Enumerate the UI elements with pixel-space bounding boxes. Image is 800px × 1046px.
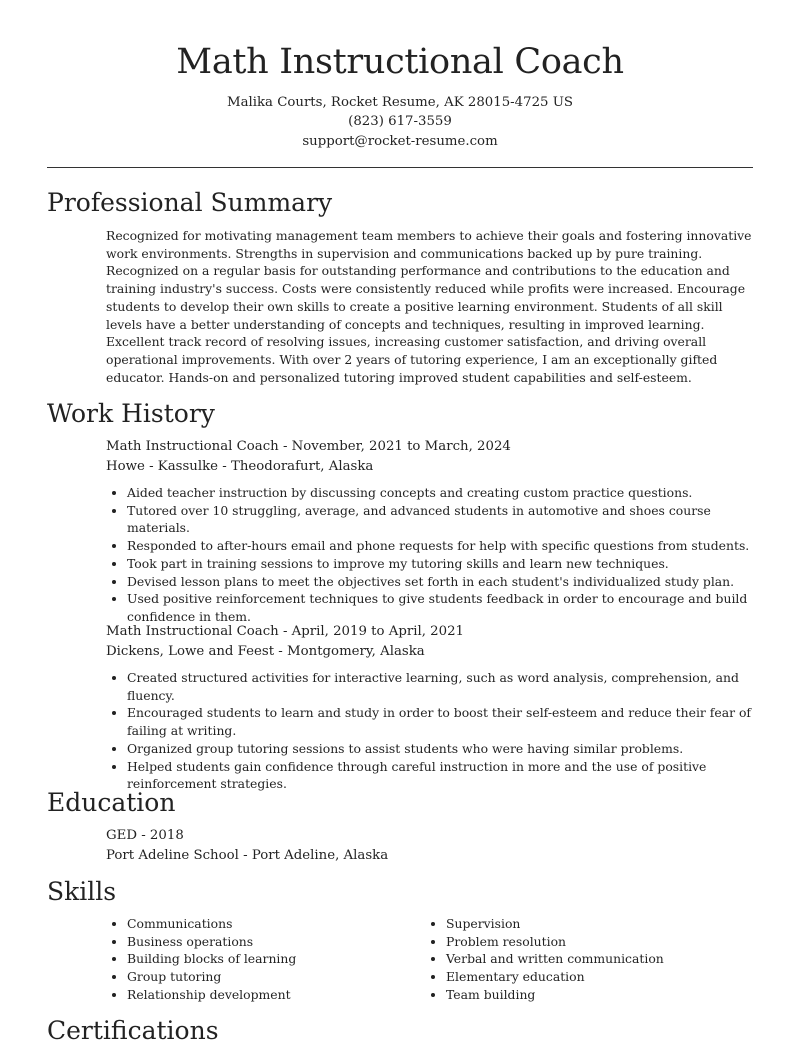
section-title-summary: Professional Summary <box>47 188 333 217</box>
skill-item: • Problem resolution <box>446 933 746 951</box>
job-bullet: • Used positive reinforcement techniques to give students feedback in order to encourage and build confidence in them. <box>127 590 756 625</box>
skill-item: • Supervision <box>446 915 746 933</box>
section-title-education: Education <box>47 788 176 817</box>
job-bullet: • Took part in training sessions to improve my tutoring skills and learn new techniques. <box>127 555 756 573</box>
job-bullet: • Aided teacher instruction by discussing concepts and creating custom practice questions. <box>127 484 756 502</box>
skill-item: • Relationship development <box>127 986 425 1004</box>
job-entry <box>106 622 756 793</box>
skills-column <box>106 915 425 1004</box>
section-title-certifications: Certifications <box>47 1016 219 1045</box>
contact-info <box>0 93 800 151</box>
section-title-skills: Skills <box>47 877 117 906</box>
job-bullet: • Devised lesson plans to meet the objectives set forth in each student's individualized study plan. <box>127 573 756 591</box>
skill-item: • Group tutoring <box>127 968 425 986</box>
job-title: Math Instructional Coach - November, 2021 to March, 2024 <box>106 439 511 454</box>
education-school: Port Adeline School - Port Adeline, Alaska <box>106 847 389 863</box>
job-bullet: • Organized group tutoring sessions to assist students who were having similar problems. <box>127 740 756 758</box>
skill-item: • Elementary education <box>446 968 746 986</box>
skill-item: • Team building <box>446 986 746 1004</box>
resume-header <box>0 0 800 151</box>
skill-item: • Building blocks of learning <box>127 950 425 968</box>
skill-item: • Communications <box>127 915 425 933</box>
skills-column <box>425 915 746 1004</box>
job-bullet: • Created structured activities for interactive learning, such as word analysis, comprehension, and fluency. <box>127 669 756 704</box>
job-bullets <box>106 669 756 793</box>
job-entry <box>106 437 756 626</box>
header-divider <box>47 167 753 168</box>
job-bullet: • Helped students gain confidence through careful instruction in more and the use of positive reinforcement strategies. <box>127 758 756 793</box>
job-title: Math Instructional Coach - April, 2019 to April, 2021 <box>106 624 465 639</box>
job-org: Dickens, Lowe and Feest - Montgomery, Alaska <box>106 643 425 659</box>
contact-email: support@rocket-resume.com <box>302 133 498 149</box>
contact-phone: (823) 617-3559 <box>348 114 452 130</box>
job-org: Howe - Kassulke - Theodorafurt, Alaska <box>106 458 374 474</box>
contact-address: Malika Courts, Rocket Resume, AK 28015-4725 US <box>226 95 574 110</box>
skill-item: • Verbal and written communication <box>446 950 746 968</box>
education-entry <box>106 826 388 865</box>
job-bullet: • Responded to after-hours email and phone requests for help with specific questions from students. <box>127 537 756 555</box>
skill-item: • Business operations <box>127 933 425 951</box>
skills-list <box>106 915 756 1004</box>
page-title: Math Instructional Coach <box>176 42 624 82</box>
job-bullet: • Tutored over 10 struggling, average, and advanced students in automotive and shoes course materials. <box>127 502 756 537</box>
summary-text: Recognized for motivating management team members to achieve their goals and fostering innovative work environments. Strengths in supervision and communications backed up by pure training. Recognized on a regular basis for outstanding performance and contributions to the education and training industry's success. Costs were consistently reduced while profits were increased. Encourage students to develop their own skills to create a positive learning environment. Students of all skill levels have a better understanding of concepts and techniques, resulting in improved learning. Excellent track record of resolving issues, increasing customer satisfaction, and driving overall operational improvements. With over 2 years of tutoring experience, I am an exceptionally gifted educator. Hands-on and personalized tutoring improved student capabilities and self-esteem. <box>106 228 752 385</box>
job-bullet: • Encouraged students to learn and study in order to boost their self-esteem and reduce their fear of failing at writing. <box>127 704 756 739</box>
education-degree: GED - 2018 <box>106 828 184 843</box>
job-bullets <box>106 484 756 626</box>
section-title-work: Work History <box>47 399 215 428</box>
